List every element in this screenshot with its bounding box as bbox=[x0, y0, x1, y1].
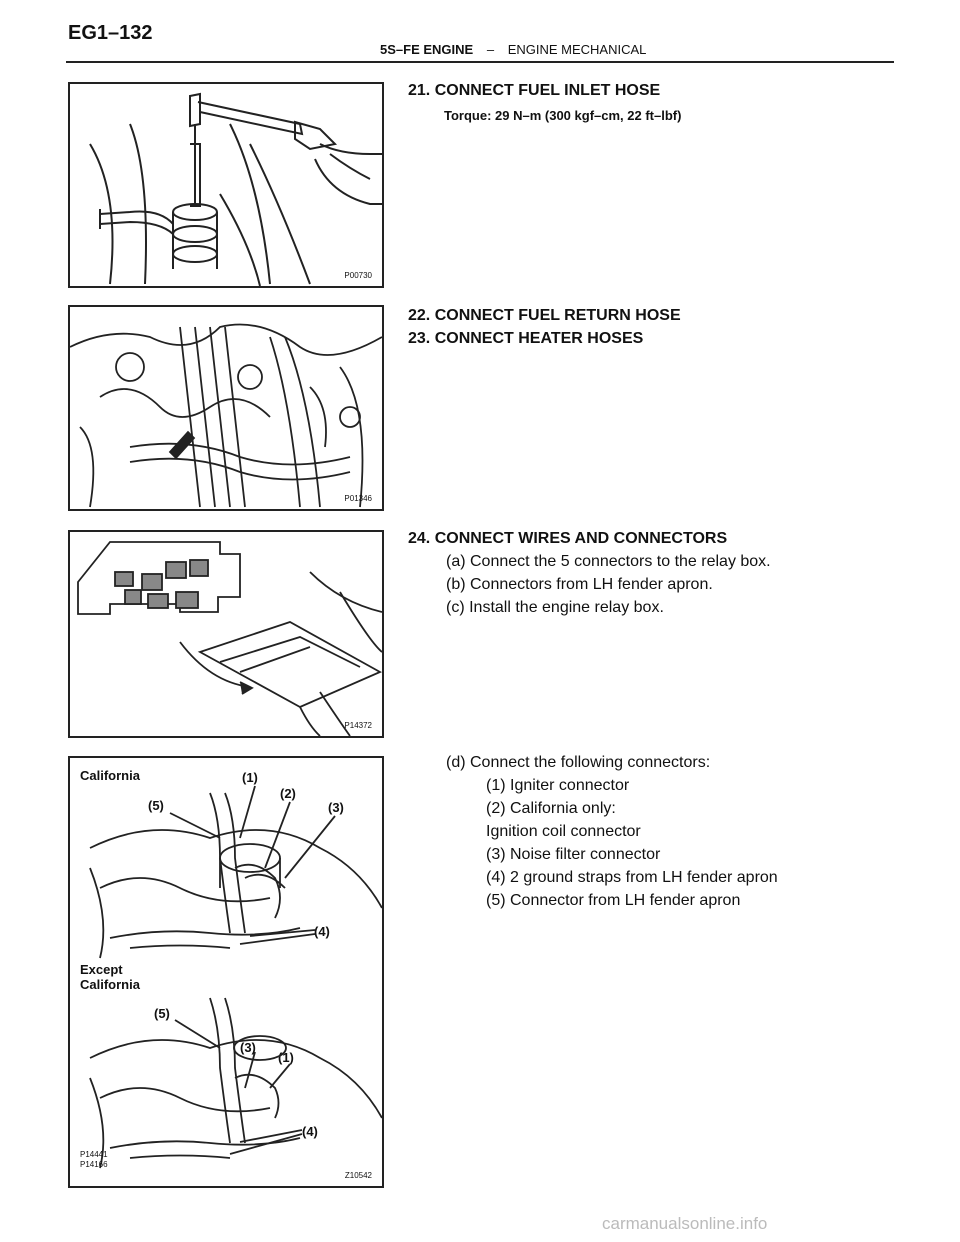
figure-relay-box bbox=[68, 530, 384, 738]
step-21: 21. CONNECT FUEL INLET HOSE bbox=[408, 82, 661, 99]
step-24: 24. CONNECT WIRES AND CONNECTORS bbox=[408, 530, 728, 547]
callout-2-top: (2) bbox=[280, 786, 296, 801]
step-21-torque: Torque: 29 N–m (300 kgf–cm, 22 ft–lbf) bbox=[444, 108, 682, 123]
figure-code: P01346 bbox=[344, 494, 372, 503]
section-title-rest: ENGINE MECHANICAL bbox=[507, 42, 647, 57]
callout-1-bottom: (1) bbox=[278, 1050, 294, 1065]
section-title bbox=[380, 42, 646, 57]
callout-3-top: (3) bbox=[328, 800, 344, 815]
step-24d-2: (2) California only: bbox=[486, 800, 616, 817]
figure-code-c: Z10542 bbox=[344, 1171, 372, 1180]
step-24c: (c) Install the engine relay box. bbox=[446, 599, 664, 616]
relay-box-illustration bbox=[70, 532, 382, 736]
connectors-illustration bbox=[70, 758, 382, 1186]
step-24d-4: (4) 2 ground straps from LH fender apron bbox=[486, 869, 778, 886]
callout-5-top: (5) bbox=[148, 798, 164, 813]
section-title-bold: 5S–FE ENGINE bbox=[380, 42, 474, 57]
header-rule bbox=[66, 61, 894, 63]
label-except: Except bbox=[80, 962, 123, 977]
step-24d-1: (1) Igniter connector bbox=[486, 777, 630, 794]
callout-1-top: (1) bbox=[242, 770, 258, 785]
page-number: EG1–132 bbox=[68, 22, 153, 44]
step-24d-3: (3) Noise filter connector bbox=[486, 846, 661, 863]
label-california: California bbox=[80, 768, 140, 783]
engine-hoses-illustration bbox=[70, 307, 382, 509]
callout-4-bottom: (4) bbox=[302, 1124, 318, 1139]
fuel-inlet-illustration bbox=[70, 84, 382, 286]
step-24d-2b: Ignition coil connector bbox=[486, 823, 641, 840]
label-except-california: California bbox=[80, 977, 140, 992]
step-24a: (a) Connect the 5 connectors to the relay box. bbox=[446, 553, 771, 570]
figure-fuel-inlet-hose bbox=[68, 82, 384, 288]
step-24d: (d) Connect the following connectors: bbox=[446, 754, 711, 771]
figure-connectors bbox=[68, 756, 384, 1188]
step-24b: (b) Connectors from LH fender apron. bbox=[446, 576, 713, 593]
figure-code-a: P14441 bbox=[80, 1150, 108, 1159]
step-23: 23. CONNECT HEATER HOSES bbox=[408, 330, 644, 347]
figure-fuel-return-heater-hoses bbox=[68, 305, 384, 511]
callout-5-bottom: (5) bbox=[154, 1006, 170, 1021]
figure-code-b: P14166 bbox=[80, 1160, 108, 1169]
figure-code: P00730 bbox=[344, 271, 372, 280]
section-title-separator: – bbox=[486, 42, 495, 57]
figure-code: P14372 bbox=[344, 721, 372, 730]
callout-4-top: (4) bbox=[314, 924, 330, 939]
callout-3-bottom: (3) bbox=[240, 1040, 256, 1055]
step-22: 22. CONNECT FUEL RETURN HOSE bbox=[408, 307, 681, 324]
step-24d-5: (5) Connector from LH fender apron bbox=[486, 892, 741, 909]
watermark: carmanualsonline.info bbox=[602, 1214, 768, 1233]
